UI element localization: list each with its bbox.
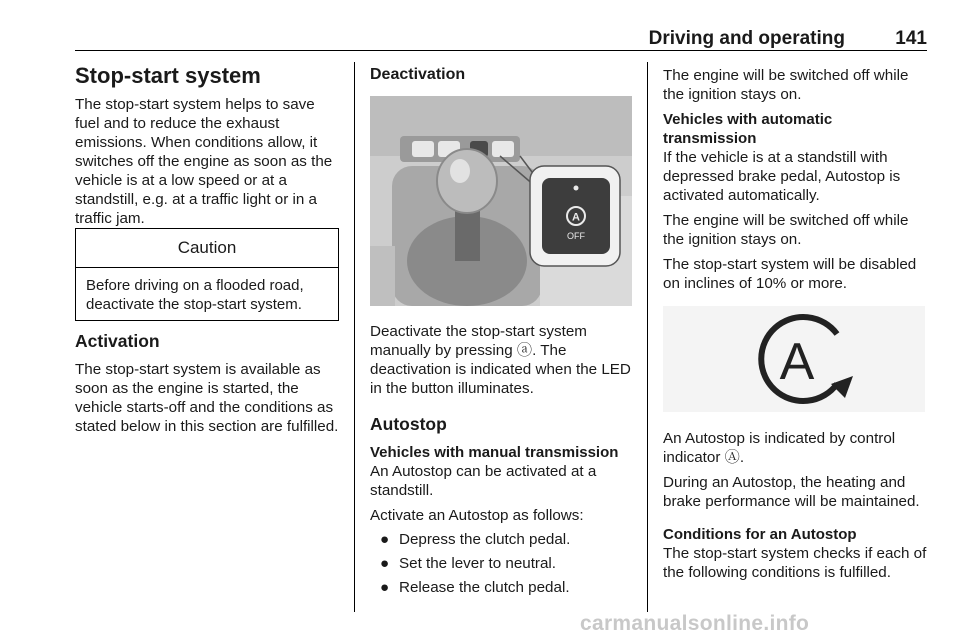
page-number: 141 bbox=[895, 28, 927, 49]
automatic-transmission-heading: Vehicles with automatic transmission bbox=[663, 111, 833, 147]
automatic-transmission-text: If the vehicle is at a standstill with depressed brake pedal, Autostop is activated automatically. bbox=[663, 149, 901, 204]
indicator-letter: A bbox=[779, 333, 815, 391]
caution-text: Before driving on a flooded road, deactivate the stop-start system. bbox=[86, 277, 304, 313]
column-divider-1 bbox=[354, 62, 355, 612]
activate-intro: Activate an Autostop as follows: bbox=[370, 507, 584, 524]
activation-text: The stop-start system is available as soon as the engine is started, the vehicle starts-off and the conditions as stated below in this section are fulfilled. bbox=[75, 361, 339, 435]
section-title: Driving and operating bbox=[648, 28, 845, 49]
page-header bbox=[75, 28, 927, 50]
engine-off-text-1: The engine will be switched off while the ignition stays on. bbox=[663, 67, 909, 103]
column-divider-2 bbox=[647, 62, 648, 612]
manual-transmission-heading: Vehicles with manual transmission bbox=[370, 444, 619, 461]
activation-section bbox=[75, 329, 340, 436]
engine-off-text-2: The engine will be switched off while the ignition stays on. bbox=[663, 212, 909, 248]
stop-start-button-photo bbox=[370, 96, 632, 306]
svg-text:A: A bbox=[572, 211, 580, 224]
list-item: ● Release the clutch pedal. bbox=[380, 579, 570, 596]
button-off-label: OFF bbox=[567, 231, 585, 241]
manual-transmission-text: An Autostop can be activated at a standstill. bbox=[370, 463, 597, 499]
autostop-steps bbox=[370, 530, 635, 597]
caution-title: Caution bbox=[76, 229, 338, 268]
incline-text: The stop-start system will be disabled on inclines of 10% or more. bbox=[663, 256, 917, 292]
heating-text: During an Autostop, the heating and brake performance will be maintained. bbox=[663, 474, 920, 510]
caution-box bbox=[75, 228, 339, 321]
indication-heading: Indication bbox=[663, 308, 734, 325]
list-item: ● Depress the clutch pedal. bbox=[380, 531, 571, 548]
activation-heading: Activation bbox=[75, 331, 160, 351]
column-1 bbox=[75, 62, 340, 228]
autostop-heading: Autostop bbox=[370, 414, 447, 434]
column-2-top bbox=[370, 62, 635, 88]
watermark: carmanualsonline.info bbox=[580, 612, 810, 635]
conditions-text: The stop-start system checks if each of the following conditions is fulfilled. bbox=[663, 545, 927, 581]
autostop-indicator-icon bbox=[663, 306, 925, 412]
deactivation-text: Deactivate the stop-start system manually by pressing ⓐ. The deactivation is indicated when the LED in the button illuminates. bbox=[370, 323, 631, 397]
list-item: ● Set the lever to neutral. bbox=[380, 555, 557, 572]
header-rule bbox=[75, 50, 927, 51]
column-2-body bbox=[370, 322, 635, 597]
conditions-heading: Conditions for an Autostop bbox=[663, 526, 857, 543]
page-title: Stop-start system bbox=[75, 63, 261, 88]
column-3-top bbox=[663, 66, 927, 326]
intro-paragraph: The stop-start system helps to save fuel and to reduce the exhaust emissions. When conditions allow, it switches off the engine as soon as the vehicle is at a low speed or at a standstill, e.g. at a traffic light or in a traffic jam. bbox=[75, 96, 333, 227]
deactivation-heading: Deactivation bbox=[370, 66, 466, 83]
column-3-body bbox=[663, 429, 927, 582]
indication-text: An Autostop is indicated by control indicator Ⓐ. bbox=[663, 430, 896, 466]
